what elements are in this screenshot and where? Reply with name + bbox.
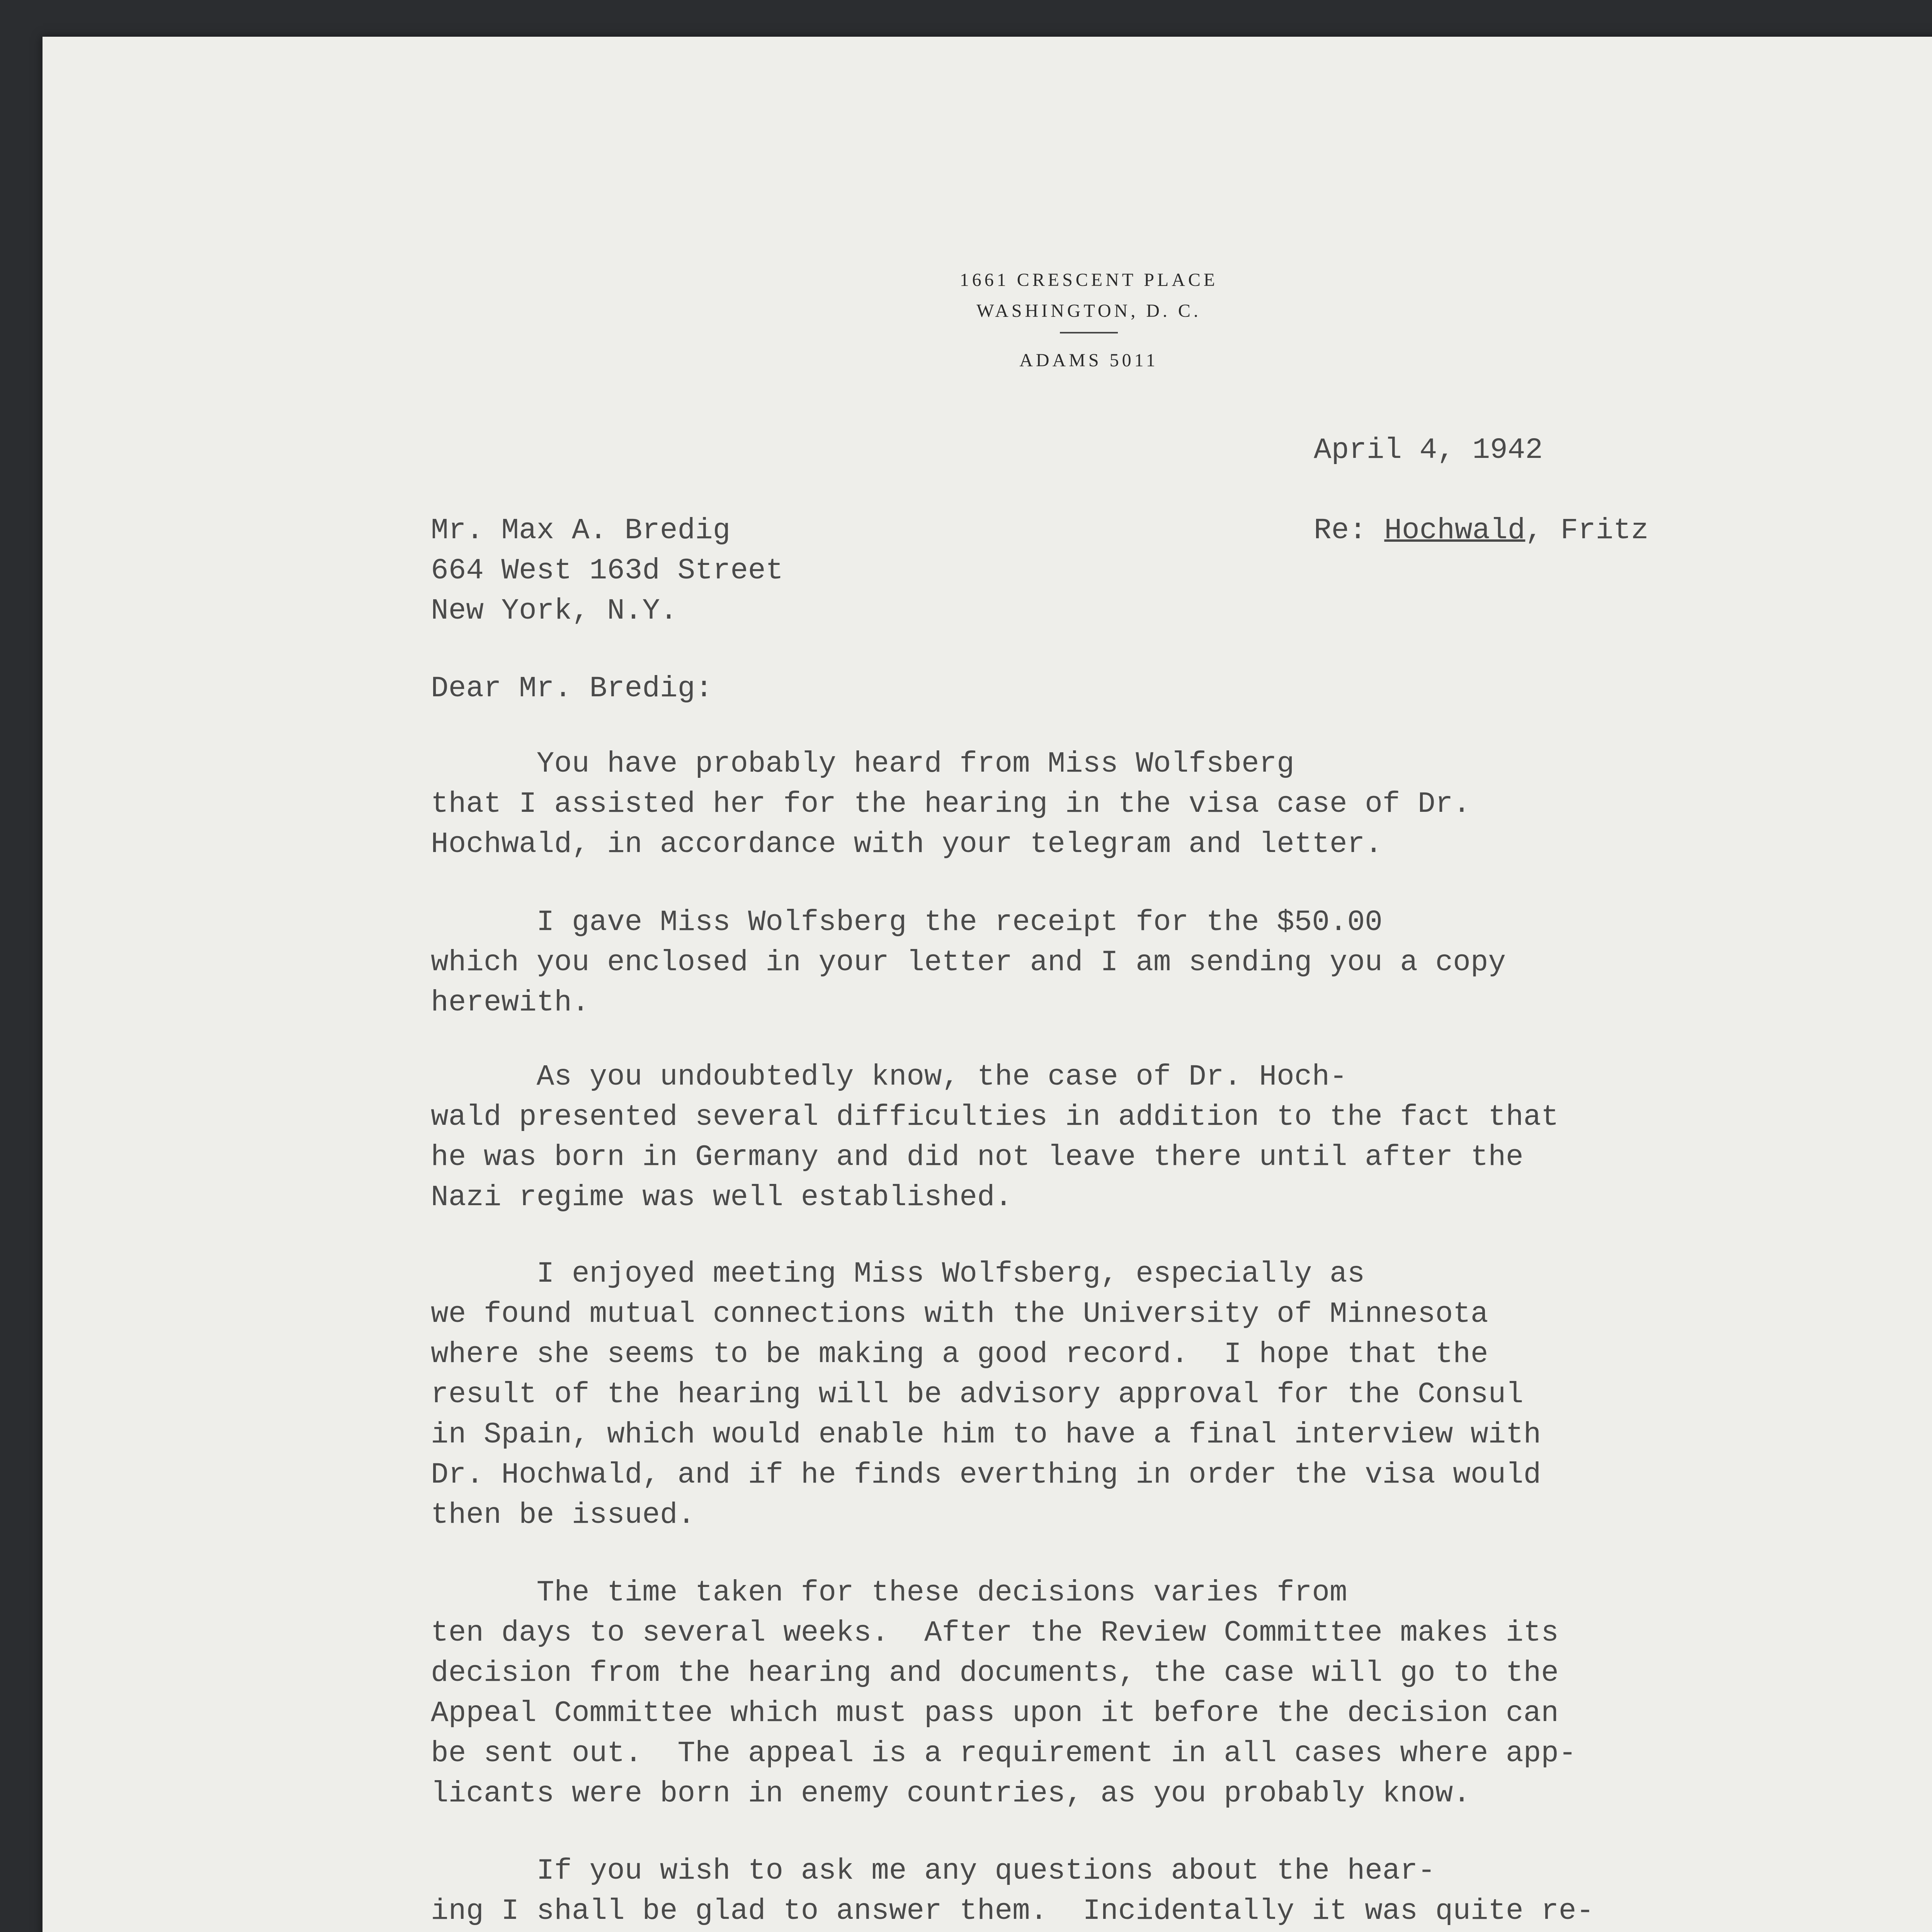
paragraph <box>431 1573 1576 1814</box>
address-line: 664 West 163d Street <box>431 554 784 587</box>
text-line: which you enclosed in your letter and I am sending you a copy <box>431 946 1506 979</box>
text-line: then be issued. <box>431 1498 696 1532</box>
text-line: where she seems to be making a good record. I hope that the <box>431 1338 1488 1371</box>
letterhead-street: 1661 CRESCENT PLACE <box>959 270 1218 290</box>
text-line: herewith. <box>431 986 590 1019</box>
paragraph <box>431 1254 1541 1535</box>
paragraph <box>431 902 1506 1023</box>
reference-suffix: , Fritz <box>1525 514 1649 547</box>
text-line: As you undoubtedly know, the case of Dr. Hoch- <box>431 1060 1347 1094</box>
letterhead-city: WASHINGTON, D. C. <box>976 301 1201 321</box>
recipient-address <box>431 510 783 631</box>
paragraph <box>431 744 1471 864</box>
letter-date: April 4, 1942 <box>1314 434 1543 467</box>
text-line: Nazi regime was well established. <box>431 1181 1013 1214</box>
letter-page <box>43 37 1932 1932</box>
text-line: decision from the hearing and documents, the case will go to the <box>431 1656 1559 1690</box>
text-line: The time taken for these decisions varies from <box>431 1576 1347 1609</box>
text-line: Hochwald, in accordance with your telegram and letter. <box>431 828 1383 861</box>
text-line: in Spain, which would enable him to have a final interview with <box>431 1418 1541 1451</box>
text-line: You have probably heard from Miss Wolfsberg <box>431 747 1294 781</box>
text-line: we found mutual connections with the University of Minnesota <box>431 1298 1488 1331</box>
reference-prefix: Re: <box>1314 514 1384 547</box>
letterhead <box>43 265 1932 376</box>
text-line: he was born in Germany and did not leave there until after the <box>431 1141 1524 1174</box>
text-line: result of the hearing will be advisory approval for the Consul <box>431 1378 1524 1411</box>
text-line: licants were born in enemy countries, as you probably know. <box>431 1777 1471 1810</box>
paragraph <box>431 1851 1594 1932</box>
letterhead-phone: ADAMS 5011 <box>1019 350 1158 371</box>
letterhead-divider <box>1060 332 1118 333</box>
text-line: I enjoyed meeting Miss Wolfsberg, especially as <box>431 1257 1365 1291</box>
reference-name: Hochwald <box>1384 514 1526 547</box>
salutation: Dear Mr. Bredig: <box>431 672 713 705</box>
text-line: I gave Miss Wolfsberg the receipt for the $50.00 <box>431 906 1383 939</box>
text-line: Appeal Committee which must pass upon it before the decision can <box>431 1697 1559 1730</box>
text-line: Dr. Hochwald, and if he finds everthing in order the visa would <box>431 1458 1541 1492</box>
text-line: ing I shall be glad to answer them. Incidentally it was quite re- <box>431 1895 1594 1928</box>
text-line: be sent out. The appeal is a requirement in all cases where app- <box>431 1737 1577 1770</box>
text-line: ten days to several weeks. After the Review Committee makes its <box>431 1616 1559 1650</box>
address-line: Mr. Max A. Bredig <box>431 514 731 547</box>
text-line: wald presented several difficulties in addition to the fact that <box>431 1100 1559 1134</box>
address-line: New York, N.Y. <box>431 594 678 628</box>
text-line: If you wish to ask me any questions about the hear- <box>431 1854 1435 1888</box>
text-line: that I assisted her for the hearing in the visa case of Dr. <box>431 787 1471 821</box>
paragraph <box>431 1057 1559 1218</box>
reference-line <box>1314 510 1649 551</box>
